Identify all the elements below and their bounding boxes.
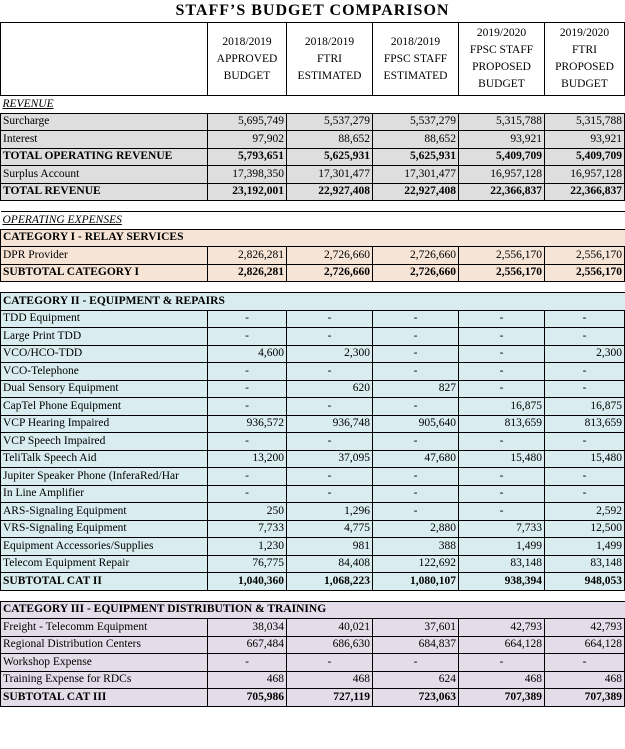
spacer-2 — [1, 282, 625, 293]
value-cell: 2,300 — [287, 345, 373, 363]
row-label-telecom-equipment-repair: Telecom Equipment Repair — [1, 555, 208, 573]
row-label-ars-signaling-equipment: ARS-Signaling Equipment — [1, 503, 208, 521]
value-cell: 468 — [459, 671, 545, 689]
value-cell: - — [208, 468, 287, 486]
value-cell: - — [287, 433, 373, 451]
category-2-header-label: CATEGORY II - EQUIPMENT & REPAIRS — [1, 293, 625, 311]
value-cell: 4,600 — [208, 345, 287, 363]
table-row — [1, 520, 625, 538]
value-cell: - — [208, 485, 287, 503]
value-cell: 17,398,350 — [208, 166, 287, 184]
value-cell: 2,826,281 — [208, 264, 287, 282]
table-row — [1, 433, 625, 451]
value-cell: 37,601 — [373, 619, 459, 637]
header-blank-cell — [1, 23, 208, 96]
value-cell: 22,366,837 — [459, 183, 545, 201]
value-cell: - — [208, 328, 287, 346]
value-cell: 17,301,477 — [287, 166, 373, 184]
value-cell: 1,296 — [287, 503, 373, 521]
value-cell: 93,921 — [545, 131, 625, 149]
row-label-dual-sensory-equipment: Dual Sensory Equipment — [1, 380, 208, 398]
value-cell: - — [459, 485, 545, 503]
row-label-captel-phone-equipment: CapTel Phone Equipment — [1, 398, 208, 416]
row-label-freight-telecomm-equipment: Freight - Telecomm Equipment — [1, 619, 208, 637]
value-cell: - — [545, 654, 625, 672]
value-cell: 42,793 — [459, 619, 545, 637]
category-3-header-label: CATEGORY III - EQUIPMENT DISTRIBUTION & TRAINING — [1, 601, 625, 619]
table-row — [1, 573, 625, 591]
value-cell: 813,659 — [545, 415, 625, 433]
row-label-vcp-hearing-impaired: VCP Hearing Impaired — [1, 415, 208, 433]
value-cell: 15,480 — [545, 450, 625, 468]
value-cell: 15,480 — [459, 450, 545, 468]
value-cell: - — [287, 310, 373, 328]
value-cell: 42,793 — [545, 619, 625, 637]
value-cell: 5,625,931 — [373, 148, 459, 166]
value-cell: 620 — [287, 380, 373, 398]
value-cell: - — [459, 310, 545, 328]
value-cell: - — [208, 433, 287, 451]
value-cell: 705,986 — [208, 689, 287, 707]
value-cell: 83,148 — [545, 555, 625, 573]
row-label-telitalk-speech-aid: TeliTalk Speech Aid — [1, 450, 208, 468]
value-cell: - — [208, 398, 287, 416]
value-cell: - — [545, 328, 625, 346]
value-cell: 5,409,709 — [459, 148, 545, 166]
category-1-header — [1, 229, 625, 247]
table-row — [1, 247, 625, 265]
value-cell: 88,652 — [373, 131, 459, 149]
table-row — [1, 398, 625, 416]
header-approved-2018: 2018/2019 APPROVED BUDGET — [208, 23, 287, 96]
value-cell: 1,080,107 — [373, 573, 459, 591]
category-2-header — [1, 293, 625, 311]
value-cell: 12,500 — [545, 520, 625, 538]
value-cell: - — [373, 433, 459, 451]
value-cell: 2,556,170 — [459, 247, 545, 265]
value-cell: - — [459, 363, 545, 381]
budget-table — [0, 22, 625, 707]
table-row — [1, 328, 625, 346]
table-row — [1, 131, 625, 149]
value-cell: 40,021 — [287, 619, 373, 637]
table-row — [1, 468, 625, 486]
value-cell: - — [208, 380, 287, 398]
value-cell: 37,095 — [287, 450, 373, 468]
value-cell: 388 — [373, 538, 459, 556]
value-cell: 2,592 — [545, 503, 625, 521]
value-cell: 88,652 — [287, 131, 373, 149]
value-cell: - — [545, 380, 625, 398]
table-row — [1, 689, 625, 707]
value-cell: 22,366,837 — [545, 183, 625, 201]
value-cell: 16,957,128 — [459, 166, 545, 184]
row-label-vco-hco-tdd: VCO/HCO-TDD — [1, 345, 208, 363]
table-row — [1, 538, 625, 556]
value-cell: 2,880 — [373, 520, 459, 538]
value-cell: 664,128 — [545, 636, 625, 654]
value-cell: - — [459, 433, 545, 451]
value-cell: - — [459, 654, 545, 672]
value-cell: 23,192,001 — [208, 183, 287, 201]
value-cell: 4,775 — [287, 520, 373, 538]
operating-expenses-section-label: OPERATING EXPENSES — [1, 212, 625, 230]
value-cell: 122,692 — [373, 555, 459, 573]
value-cell: 948,053 — [545, 573, 625, 591]
value-cell: - — [287, 328, 373, 346]
row-label-workshop-expense: Workshop Expense — [1, 654, 208, 672]
value-cell: 905,640 — [373, 415, 459, 433]
value-cell: - — [545, 310, 625, 328]
table-row — [1, 310, 625, 328]
table-row — [1, 345, 625, 363]
value-cell: 93,921 — [459, 131, 545, 149]
value-cell: - — [373, 503, 459, 521]
value-cell: 686,630 — [287, 636, 373, 654]
value-cell: 97,902 — [208, 131, 287, 149]
value-cell: 2,556,170 — [459, 264, 545, 282]
value-cell: - — [373, 345, 459, 363]
value-cell: 16,875 — [545, 398, 625, 416]
value-cell: 5,793,651 — [208, 148, 287, 166]
spacer-3 — [1, 590, 625, 601]
value-cell: 5,625,931 — [287, 148, 373, 166]
table-row — [1, 555, 625, 573]
table-row — [1, 415, 625, 433]
value-cell: - — [545, 433, 625, 451]
table-row — [1, 654, 625, 672]
row-label-surplus-account: Surplus Account — [1, 166, 208, 184]
row-label-in-line-amplifier: In Line Amplifier — [1, 485, 208, 503]
revenue-section — [1, 96, 625, 114]
table-row — [1, 619, 625, 637]
value-cell: 38,034 — [208, 619, 287, 637]
value-cell: 5,315,788 — [459, 113, 545, 131]
category-1-header-label: CATEGORY I - RELAY SERVICES — [1, 229, 625, 247]
value-cell: - — [373, 654, 459, 672]
row-label-large-print-tdd: Large Print TDD — [1, 328, 208, 346]
value-cell: - — [459, 468, 545, 486]
value-cell: 981 — [287, 538, 373, 556]
row-label-dpr-provider: DPR Provider — [1, 247, 208, 265]
value-cell: 2,556,170 — [545, 264, 625, 282]
value-cell: 5,315,788 — [545, 113, 625, 131]
value-cell: 22,927,408 — [373, 183, 459, 201]
table-row — [1, 113, 625, 131]
value-cell: 5,537,279 — [287, 113, 373, 131]
row-label-tdd-equipment: TDD Equipment — [1, 310, 208, 328]
page-title: STAFF’S BUDGET COMPARISON — [175, 2, 450, 19]
value-cell: 468 — [208, 671, 287, 689]
value-cell: - — [459, 503, 545, 521]
value-cell: 727,119 — [287, 689, 373, 707]
table-row — [1, 363, 625, 381]
value-cell: 707,389 — [545, 689, 625, 707]
value-cell: - — [545, 363, 625, 381]
value-cell: 83,148 — [459, 555, 545, 573]
value-cell: - — [287, 363, 373, 381]
value-cell: 2,726,660 — [373, 247, 459, 265]
row-label-vcp-speech-impaired: VCP Speech Impaired — [1, 433, 208, 451]
value-cell: 624 — [373, 671, 459, 689]
header-fpsc-estimated-2018: 2018/2019 FPSC STAFF ESTIMATED — [373, 23, 459, 96]
value-cell: 84,408 — [287, 555, 373, 573]
revenue-section-label: REVENUE — [1, 96, 625, 114]
table-row — [1, 450, 625, 468]
value-cell: 2,556,170 — [545, 247, 625, 265]
table-row — [1, 503, 625, 521]
value-cell: 47,680 — [373, 450, 459, 468]
value-cell: 813,659 — [459, 415, 545, 433]
table-row — [1, 636, 625, 654]
value-cell: 5,695,749 — [208, 113, 287, 131]
value-cell: - — [373, 328, 459, 346]
value-cell: - — [287, 485, 373, 503]
operating-expenses-section — [1, 212, 625, 230]
value-cell: 2,300 — [545, 345, 625, 363]
value-cell: - — [373, 398, 459, 416]
row-label-regional-distribution-centers: Regional Distribution Centers — [1, 636, 208, 654]
value-cell: - — [208, 363, 287, 381]
header-row — [1, 23, 625, 96]
value-cell: - — [459, 345, 545, 363]
value-cell: - — [373, 310, 459, 328]
value-cell: 1,230 — [208, 538, 287, 556]
value-cell: - — [373, 363, 459, 381]
value-cell: 936,572 — [208, 415, 287, 433]
table-row — [1, 148, 625, 166]
value-cell: 1,499 — [459, 538, 545, 556]
value-cell: 7,733 — [459, 520, 545, 538]
table-row — [1, 485, 625, 503]
row-label-subtotal-cat-ii: SUBTOTAL CAT II — [1, 573, 208, 591]
value-cell: 827 — [373, 380, 459, 398]
value-cell: - — [208, 310, 287, 328]
value-cell: 664,128 — [459, 636, 545, 654]
header-ftri-estimated-2018: 2018/2019 FTRI ESTIMATED — [287, 23, 373, 96]
value-cell: 13,200 — [208, 450, 287, 468]
value-cell: - — [287, 654, 373, 672]
budget-table-body — [1, 23, 625, 707]
table-row — [1, 166, 625, 184]
value-cell: 938,394 — [459, 573, 545, 591]
value-cell: 5,409,709 — [545, 148, 625, 166]
value-cell: 468 — [287, 671, 373, 689]
row-label-jupiter-speaker-phone-inferared-har: Jupiter Speaker Phone (InferaRed/Har — [1, 468, 208, 486]
row-label-equipment-accessories-supplies: Equipment Accessories/Supplies — [1, 538, 208, 556]
row-label-vrs-signaling-equipment: VRS-Signaling Equipment — [1, 520, 208, 538]
value-cell: 723,063 — [373, 689, 459, 707]
value-cell: - — [459, 328, 545, 346]
row-label-subtotal-category-i: SUBTOTAL CATEGORY I — [1, 264, 208, 282]
table-row — [1, 264, 625, 282]
value-cell: 17,301,477 — [373, 166, 459, 184]
category-3-header — [1, 601, 625, 619]
value-cell: 22,927,408 — [287, 183, 373, 201]
value-cell: 2,726,660 — [373, 264, 459, 282]
value-cell: 5,537,279 — [373, 113, 459, 131]
value-cell: - — [545, 468, 625, 486]
value-cell: - — [287, 468, 373, 486]
value-cell: - — [545, 485, 625, 503]
row-label-interest: Interest — [1, 131, 208, 149]
row-label-vco-telephone: VCO-Telephone — [1, 363, 208, 381]
value-cell: 1,499 — [545, 538, 625, 556]
value-cell: 16,875 — [459, 398, 545, 416]
value-cell: 16,957,128 — [545, 166, 625, 184]
row-label-training-expense-for-rdcs: Training Expense for RDCs — [1, 671, 208, 689]
value-cell: 2,726,660 — [287, 264, 373, 282]
table-row — [1, 671, 625, 689]
value-cell: - — [208, 654, 287, 672]
value-cell: 684,837 — [373, 636, 459, 654]
value-cell: 468 — [545, 671, 625, 689]
value-cell: 1,040,360 — [208, 573, 287, 591]
value-cell: 76,775 — [208, 555, 287, 573]
header-ftri-proposed-2019: 2019/2020 FTRI PROPOSED BUDGET — [545, 23, 625, 96]
value-cell: 250 — [208, 503, 287, 521]
value-cell: 936,748 — [287, 415, 373, 433]
value-cell: 7,733 — [208, 520, 287, 538]
table-row — [1, 183, 625, 201]
header-fpsc-proposed-2019: 2019/2020 FPSC STAFF PROPOSED BUDGET — [459, 23, 545, 96]
row-label-subtotal-cat-iii: SUBTOTAL CAT III — [1, 689, 208, 707]
value-cell: 707,389 — [459, 689, 545, 707]
value-cell: - — [373, 485, 459, 503]
value-cell: 2,826,281 — [208, 247, 287, 265]
value-cell: - — [373, 468, 459, 486]
value-cell: - — [459, 380, 545, 398]
value-cell: 2,726,660 — [287, 247, 373, 265]
value-cell: 667,484 — [208, 636, 287, 654]
row-label-total-operating-revenue: TOTAL OPERATING REVENUE — [1, 148, 208, 166]
row-label-surcharge: Surcharge — [1, 113, 208, 131]
row-label-total-revenue: TOTAL REVENUE — [1, 183, 208, 201]
value-cell: - — [287, 398, 373, 416]
spacer-1 — [1, 201, 625, 212]
table-row — [1, 380, 625, 398]
value-cell: 1,068,223 — [287, 573, 373, 591]
